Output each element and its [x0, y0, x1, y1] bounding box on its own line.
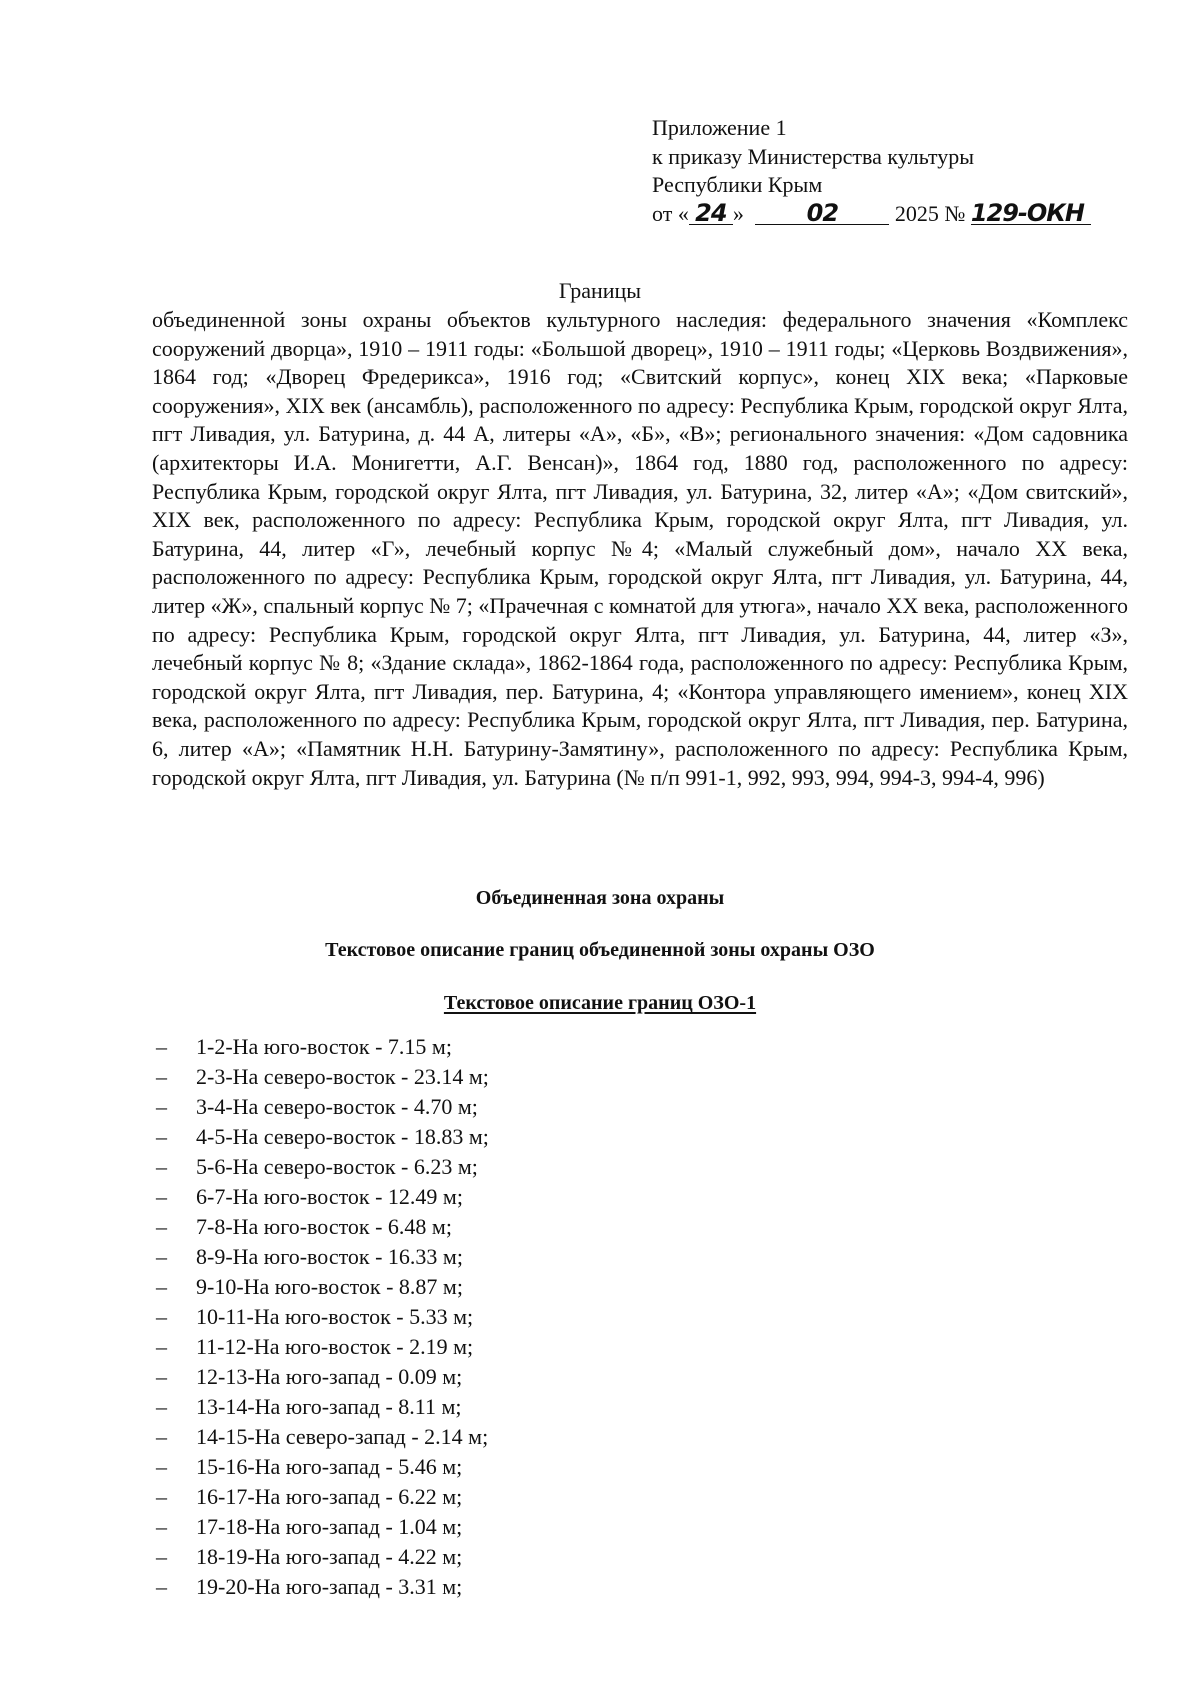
- heading-zone: Объединенная зона охраны: [475, 887, 725, 909]
- list-item: [156, 1302, 489, 1332]
- list-item: [156, 1332, 489, 1362]
- list-item-text: 18-19-На юго-запад - 4.22 м;: [196, 1544, 463, 1569]
- list-item: [156, 1212, 489, 1242]
- list-item-text: 4-5-На северо-восток - 18.83 м;: [196, 1124, 489, 1149]
- dash-bullet: –: [156, 1364, 167, 1389]
- list-item: [156, 1542, 489, 1572]
- heading-subzone: [0, 990, 1200, 1016]
- appendix-block: [652, 114, 1091, 228]
- dash-bullet: –: [156, 1334, 167, 1359]
- list-item: [156, 1122, 489, 1152]
- list-item-text: 19-20-На юго-запад - 3.31 м;: [196, 1574, 463, 1599]
- list-item-text: 6-7-На юго-восток - 12.49 м;: [196, 1184, 463, 1209]
- dash-bullet: –: [156, 1274, 167, 1299]
- appendix-date-line: [652, 200, 1091, 229]
- date-year-number: 2025 №: [894, 200, 966, 226]
- list-item: [156, 1242, 489, 1272]
- list-item-text: 14-15-На северо-запад - 2.14 м;: [196, 1424, 489, 1449]
- date-day-handwritten: 24: [689, 202, 733, 225]
- date-month-handwritten: 02: [755, 202, 889, 225]
- list-item: [156, 1452, 489, 1482]
- dash-bullet: –: [156, 1244, 167, 1269]
- dash-bullet: –: [156, 1064, 167, 1089]
- appendix-line-2: к приказу Министерства культуры: [652, 143, 975, 169]
- order-number-handwritten: 129-ОКН: [971, 202, 1091, 225]
- list-item: [156, 1092, 489, 1122]
- list-item-text: 11-12-На юго-восток - 2.19 м;: [196, 1334, 474, 1359]
- intro-paragraph: объединенной зоны охраны объектов культурного наследия: федерального значения «Комплекс сооружений дворца», 1910 – 1911 годы: «Большой дворец», 1910 – 1911 годы; «Церковь Воздвижения», 1864 год; «Дворец Фредерикса», 1916 год; «Свитский корпус», конец XIX века; «Парковые сооружения», XIX век (ансамбль), расположенного по адресу: Республика Крым, городской округ Ялта, пгт Ливадия, ул. Батурина, д. 44 А, литеры «А», «Б», «В»; регионального значения: «Дом садовника (архитекторы И.А. Монигетти, А.Г. Венсан)», 1864 год, 1880 год, расположенного по адресу: Республика Крым, городской округ Ялта, пгт Ливадия, ул. Батурина, 32, литер «А»; «Дом свитский», XIX век, расположенного по адресу: Республика Крым, городской округ Ялта, пгт Ливадия, ул. Батурина, 44, литер «Г», лечебный корпус №4; «Малый служебный дом», начало XX века, расположенного по адресу: Республика Крым, городской округ Ялта, пгт Ливадия, ул. Батурина, 44, литер «Ж», спальный корпус № 7; «Прачечная с комнатой для утюга», начало XX века, расположенного по адресу: Республика Крым, городской округ Ялта, пгт Ливадия, ул. Батурина, 44, литер «З», лечебный корпус № 8; «Здание склада», 1862-1864 года, расположенного по адресу: Республика Крым, городской округ Ялта, пгт Ливадия, пер. Батурина, 4; «Контора управляющего имением», конец XIX века, расположенного по адресу: Республика Крым, городской округ Ялта, пгт Ливадия, пер. Батурина, 6, литер «А»; «Памятник Н.Н. Батурину-Замятину», расположенного по адресу: Республика Крым, городской округ Ялта, пгт Ливадия, ул. Батурина (№ п/п 991-1, 992, 993, 994, 994-3, 994-4, 996): [152, 307, 1128, 790]
- dash-bullet: –: [156, 1124, 167, 1149]
- boundary-points-list: [156, 1032, 489, 1602]
- list-item: [156, 1272, 489, 1302]
- list-item-text: 7-8-На юго-восток - 6.48 м;: [196, 1214, 452, 1239]
- list-item-text: 16-17-На юго-запад - 6.22 м;: [196, 1484, 463, 1509]
- list-item: [156, 1062, 489, 1092]
- dash-bullet: –: [156, 1214, 167, 1239]
- list-item: [156, 1572, 489, 1602]
- dash-bullet: –: [156, 1394, 167, 1419]
- list-item: [156, 1392, 489, 1422]
- list-item-text: 9-10-На юго-восток - 8.87 м;: [196, 1274, 463, 1299]
- list-item-text: 1-2-На юго-восток - 7.15 м;: [196, 1034, 452, 1059]
- list-item-text: 13-14-На юго-запад - 8.11 м;: [196, 1394, 462, 1419]
- list-item: [156, 1032, 489, 1062]
- dash-bullet: –: [156, 1034, 167, 1059]
- dash-bullet: –: [156, 1454, 167, 1479]
- appendix-line-1: Приложение 1: [652, 115, 787, 140]
- appendix-line-3: Республики Крым: [652, 172, 823, 197]
- list-item-text: 5-6-На северо-восток - 6.23 м;: [196, 1154, 478, 1179]
- heading-subzone-text: Текстовое описание границ ОЗО-1: [443, 992, 757, 1014]
- list-item-text: 2-3-На северо-восток - 23.14 м;: [196, 1064, 489, 1089]
- date-mid: »: [732, 200, 744, 226]
- heading-description: Текстовое описание границ объединенной зоны охраны ОЗО: [325, 939, 875, 961]
- dash-bullet: –: [156, 1154, 167, 1179]
- list-item: [156, 1422, 489, 1452]
- list-item-text: 8-9-На юго-восток - 16.33 м;: [196, 1244, 463, 1269]
- dash-bullet: –: [156, 1424, 167, 1449]
- dash-bullet: –: [156, 1094, 167, 1119]
- list-item-text: 10-11-На юго-восток - 5.33 м;: [196, 1304, 474, 1329]
- dash-bullet: –: [156, 1544, 167, 1569]
- list-item-text: 15-16-На юго-запад - 5.46 м;: [196, 1454, 463, 1479]
- document-title: Границы: [558, 278, 642, 303]
- list-item-text: 12-13-На юго-запад - 0.09 м;: [196, 1364, 463, 1389]
- list-item: [156, 1152, 489, 1182]
- list-item-text: 3-4-На северо-восток - 4.70 м;: [196, 1094, 478, 1119]
- list-item: [156, 1362, 489, 1392]
- list-item: [156, 1512, 489, 1542]
- list-item: [156, 1182, 489, 1212]
- list-item: [156, 1482, 489, 1512]
- dash-bullet: –: [156, 1304, 167, 1329]
- dash-bullet: –: [156, 1514, 167, 1539]
- list-item-text: 17-18-На юго-запад - 1.04 м;: [196, 1514, 463, 1539]
- date-prefix: от «: [652, 200, 689, 226]
- dash-bullet: –: [156, 1484, 167, 1509]
- dash-bullet: –: [156, 1574, 167, 1599]
- dash-bullet: –: [156, 1184, 167, 1209]
